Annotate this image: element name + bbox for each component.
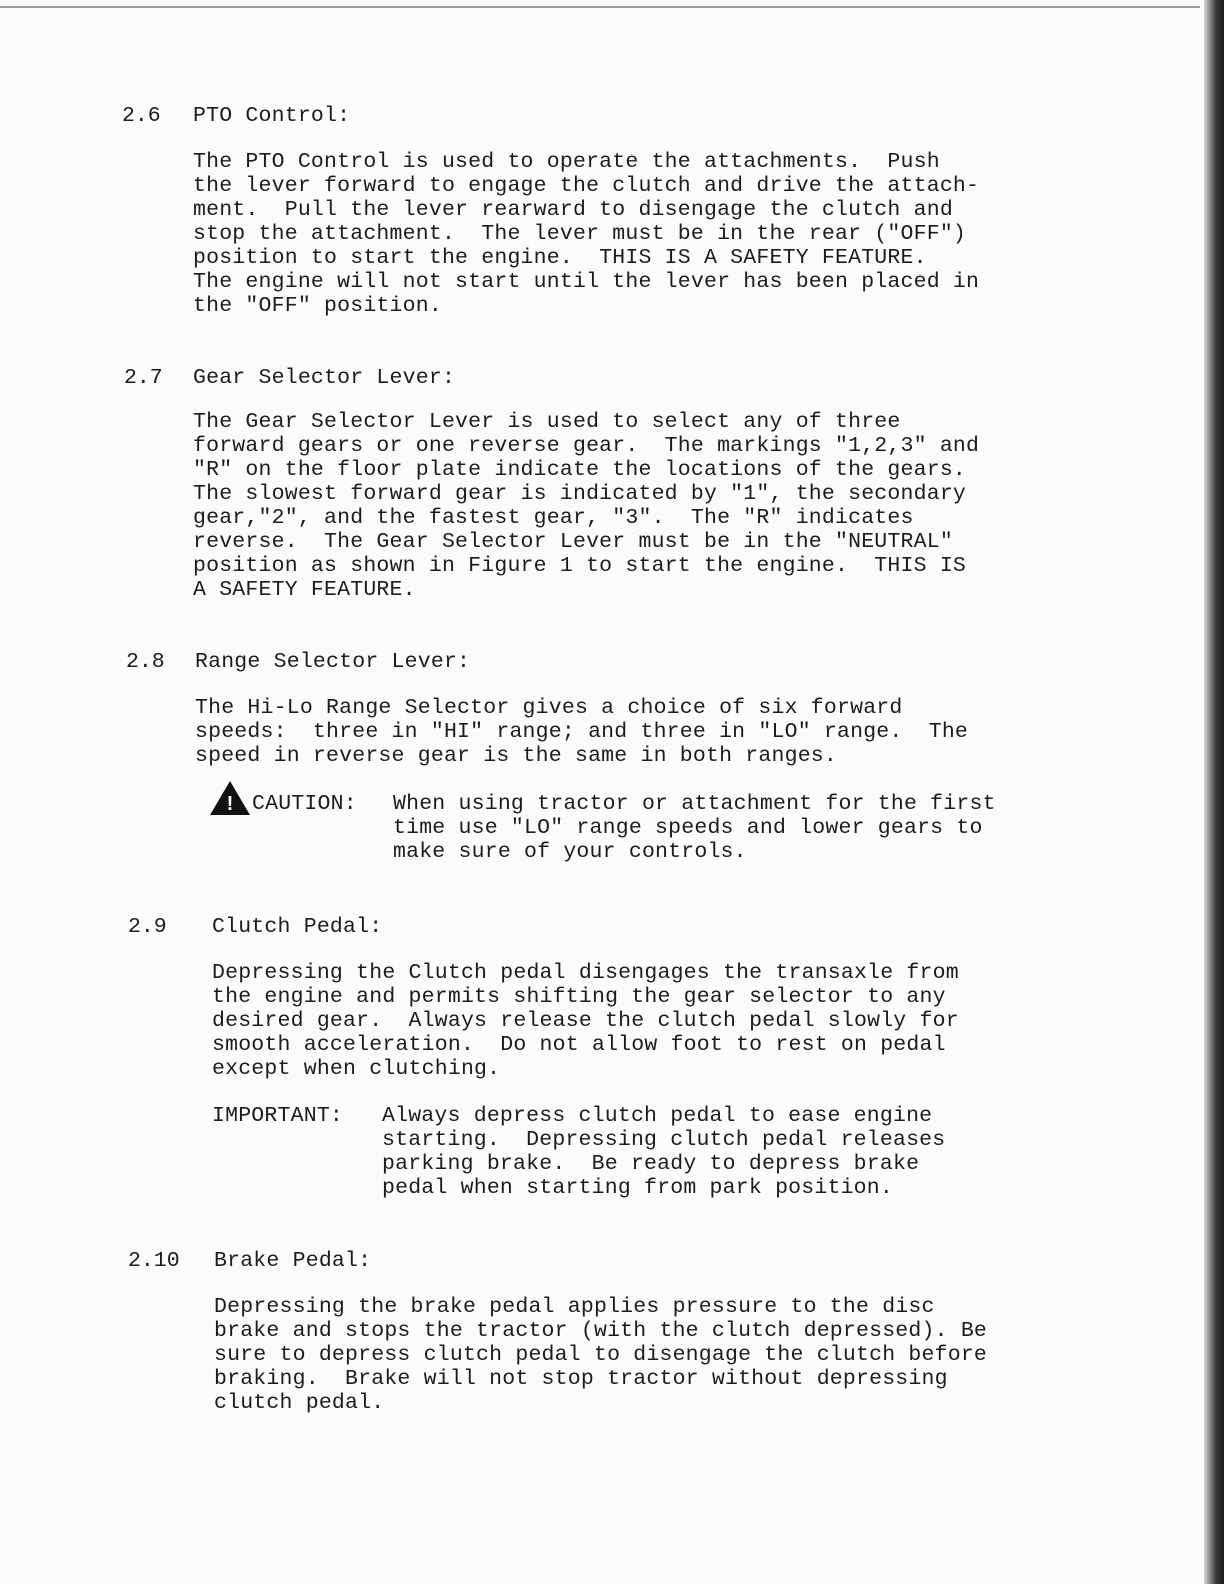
body-line: the "OFF" position. [193, 294, 442, 318]
body-line: the lever forward to engage the clutch and drive the attach- [193, 174, 980, 198]
body-line: Depressing the brake pedal applies pressure to the disc [214, 1295, 935, 1319]
important-line: pedal when starting from park position. [382, 1176, 893, 1200]
body-line: A SAFETY FEATURE. [193, 578, 416, 602]
section-title: Range Selector Lever: [195, 650, 471, 674]
body-line: Depressing the Clutch pedal disengages the transaxle from [212, 961, 959, 985]
body-line: stop the attachment. The lever must be in the rear ("OFF") [193, 222, 967, 246]
section-number: 2.10 [128, 1249, 180, 1273]
body-line: The Gear Selector Lever is used to select any of three [193, 410, 901, 434]
body-line: The Hi-Lo Range Selector gives a choice of six forward [195, 696, 903, 720]
body-line: The engine will not start until the lever has been placed in [193, 270, 980, 294]
body-line: speed in reverse gear is the same in both ranges. [195, 744, 838, 768]
body-line: clutch pedal. [214, 1391, 385, 1415]
body-line: "R" on the floor plate indicate the locations of the gears. [193, 458, 967, 482]
body-line: reverse. The Gear Selector Lever must be in the "NEUTRAL" [193, 530, 953, 554]
caution-line: When using tractor or attachment for the first [393, 792, 996, 816]
caution-line: time use "LO" range speeds and lower gears to [393, 816, 983, 840]
body-line: sure to depress clutch pedal to disengage the clutch before [214, 1343, 988, 1367]
body-line: the engine and permits shifting the gear selector to any [212, 985, 946, 1009]
section-number: 2.6 [122, 104, 161, 128]
important-line: parking brake. Be ready to depress brake [382, 1152, 920, 1176]
body-line: except when clutching. [212, 1057, 501, 1081]
body-line: ment. Pull the lever rearward to disengage the clutch and [193, 198, 953, 222]
section-title: Clutch Pedal: [212, 915, 383, 939]
page-right-edge-shadow [1204, 0, 1224, 1584]
caution-label: CAUTION: [252, 792, 357, 816]
section-number: 2.8 [126, 650, 165, 674]
important-line: Always depress clutch pedal to ease engine [382, 1104, 933, 1128]
important-line: starting. Depressing clutch pedal releases [382, 1128, 946, 1152]
section-title: PTO Control: [193, 104, 351, 128]
body-line: gear,"2", and the fastest gear, "3". The "R" indicates [193, 506, 914, 530]
body-line: desired gear. Always release the clutch pedal slowly for [212, 1009, 959, 1033]
section-number: 2.7 [124, 366, 163, 390]
body-line: forward gears or one reverse gear. The markings "1,2,3" and [193, 434, 980, 458]
body-line: braking. Brake will not stop tractor without depressing [214, 1367, 948, 1391]
body-line: The slowest forward gear is indicated by "1", the secondary [193, 482, 967, 506]
section-title: Gear Selector Lever: [193, 366, 456, 390]
body-line: The PTO Control is used to operate the attachments. Push [193, 150, 940, 174]
body-line: position to start the engine. THIS IS A SAFETY FEATURE. [193, 246, 927, 270]
top-edge-rule [0, 6, 1200, 8]
important-label: IMPORTANT: [212, 1104, 344, 1128]
body-line: brake and stops the tractor (with the clutch depressed). Be [214, 1319, 988, 1343]
body-line: smooth acceleration. Do not allow foot to rest on pedal [212, 1033, 946, 1057]
body-line: position as shown in Figure 1 to start the engine. THIS IS [193, 554, 967, 578]
caution-line: make sure of your controls. [393, 840, 747, 864]
body-line: speeds: three in "HI" range; and three in "LO" range. The [195, 720, 969, 744]
exclamation-icon: ! [226, 793, 234, 815]
section-number: 2.9 [128, 915, 167, 939]
section-title: Brake Pedal: [214, 1249, 372, 1273]
